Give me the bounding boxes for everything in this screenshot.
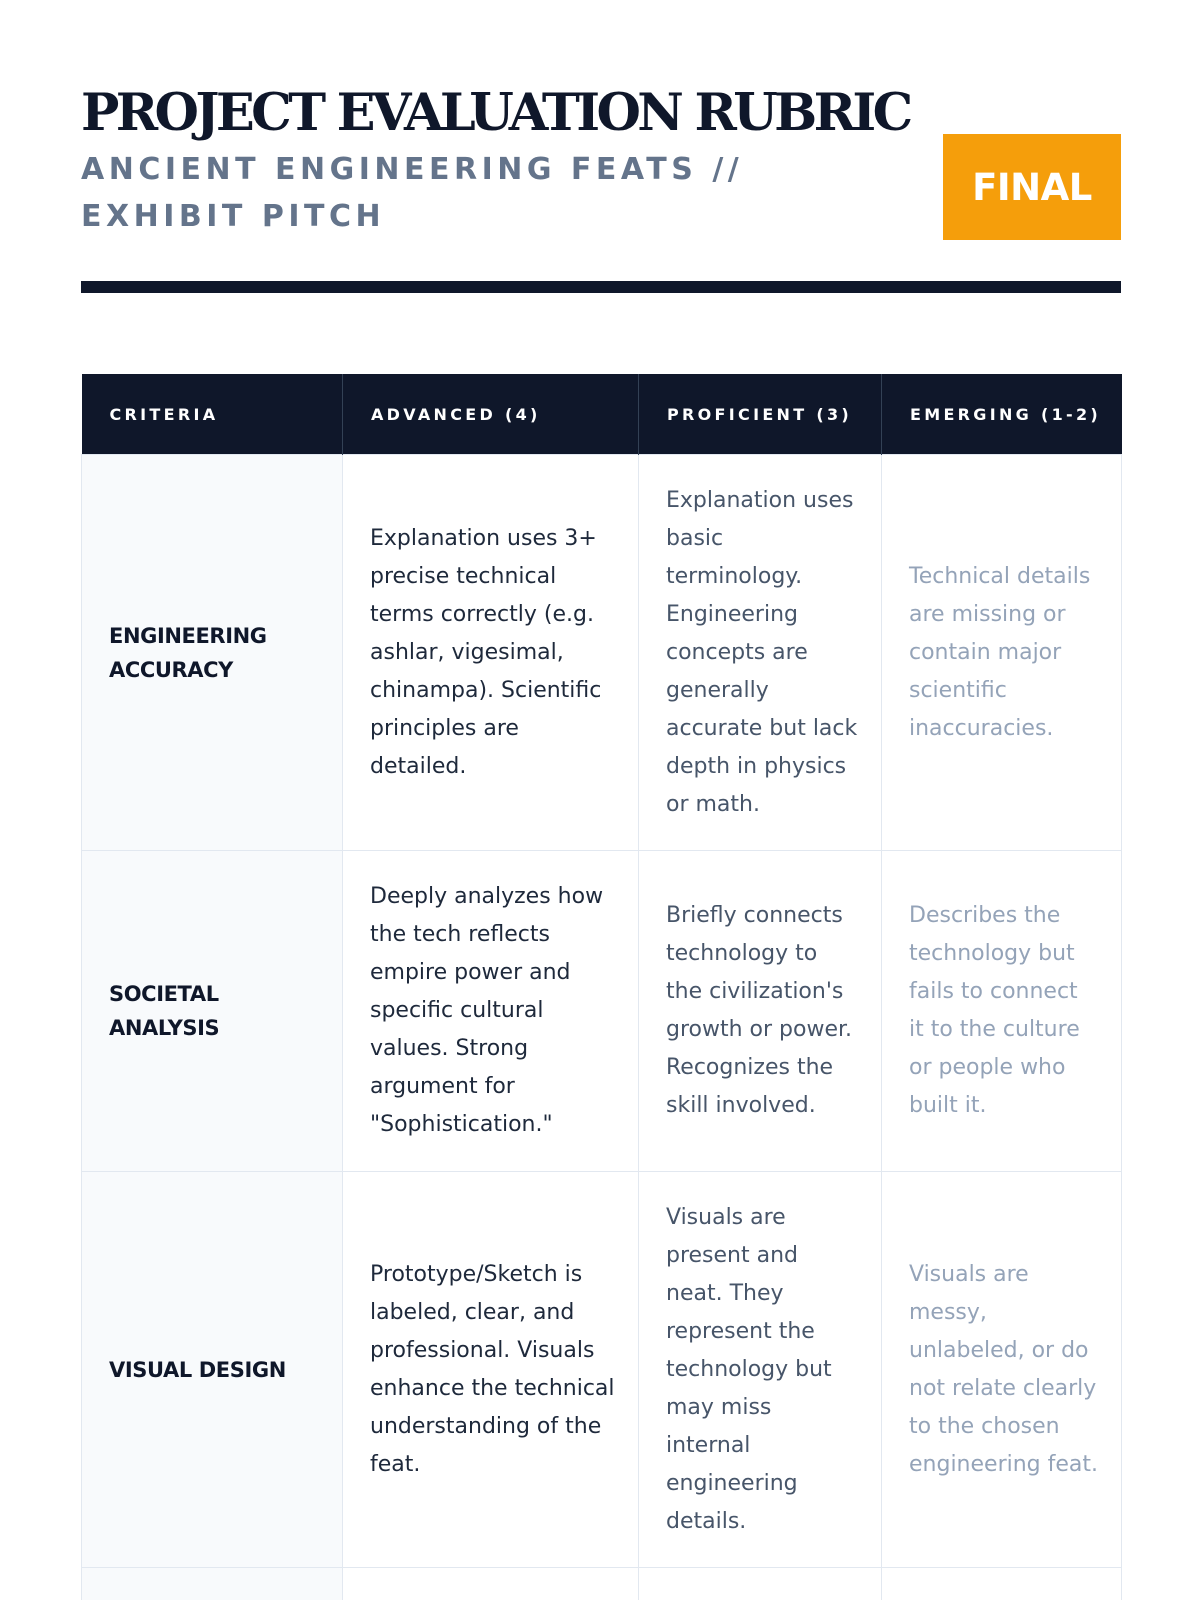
page-subtitle: ANCIENT ENGINEERING FEATS // EXHIBIT PITCH — [81, 152, 744, 234]
advanced-cell: Explanation uses 3+ precise technical terms correctly (e.g. ashlar, vigesimal, chinampa). Scientific principles are detailed. — [343, 455, 639, 851]
emerging-cell — [882, 1568, 1122, 1600]
advanced-cell: Deeply analyzes how the tech reflects empire power and specific cultural values. Strong argument for "Sophistication." — [343, 851, 639, 1172]
criteria-cell: ENGINEERING ACCURACY — [82, 455, 343, 851]
column-header-criteria: CRITERIA — [82, 374, 343, 455]
criteria-cell: SOCIETAL ANALYSIS — [82, 851, 343, 1172]
table-row — [82, 851, 1122, 1172]
column-header-emerging: EMERGING (1-2) — [882, 374, 1122, 455]
criteria-cell — [82, 1568, 343, 1600]
status-badge: FINAL — [943, 134, 1121, 240]
page-title: PROJECT EVALUATION RUBRIC — [81, 83, 910, 143]
rubric-page — [81, 0, 1121, 1534]
proficient-cell: Visuals are present and neat. They represent the technology but may miss internal engineering details. — [639, 1172, 882, 1568]
table-row — [82, 1172, 1122, 1568]
table-row — [82, 1568, 1122, 1600]
emerging-cell: Describes the technology but fails to connect it to the culture or people who built it. — [882, 851, 1122, 1172]
page-header — [81, 0, 1121, 240]
proficient-cell: Briefly connects technology to the civilization's growth or power. Recognizes the skill involved. — [639, 851, 882, 1172]
emerging-cell: Visuals are messy, unlabeled, or do not relate clearly to the chosen engineering feat. — [882, 1172, 1122, 1568]
header-divider — [81, 281, 1121, 293]
table-row — [82, 455, 1122, 851]
emerging-cell: Technical details are missing or contain major scientific inaccuracies. — [882, 455, 1122, 851]
column-header-advanced: ADVANCED (4) — [343, 374, 639, 455]
advanced-cell — [343, 1568, 639, 1600]
advanced-cell: Prototype/Sketch is labeled, clear, and professional. Visuals enhance the technical understanding of the feat. — [343, 1172, 639, 1568]
table-header-row — [82, 374, 1122, 455]
rubric-table — [81, 374, 1122, 1600]
proficient-cell: Explanation uses basic terminology. Engineering concepts are generally accurate but lack depth in physics or math. — [639, 455, 882, 851]
criteria-cell: VISUAL DESIGN — [82, 1172, 343, 1568]
column-header-proficient: PROFICIENT (3) — [639, 374, 882, 455]
proficient-cell — [639, 1568, 882, 1600]
